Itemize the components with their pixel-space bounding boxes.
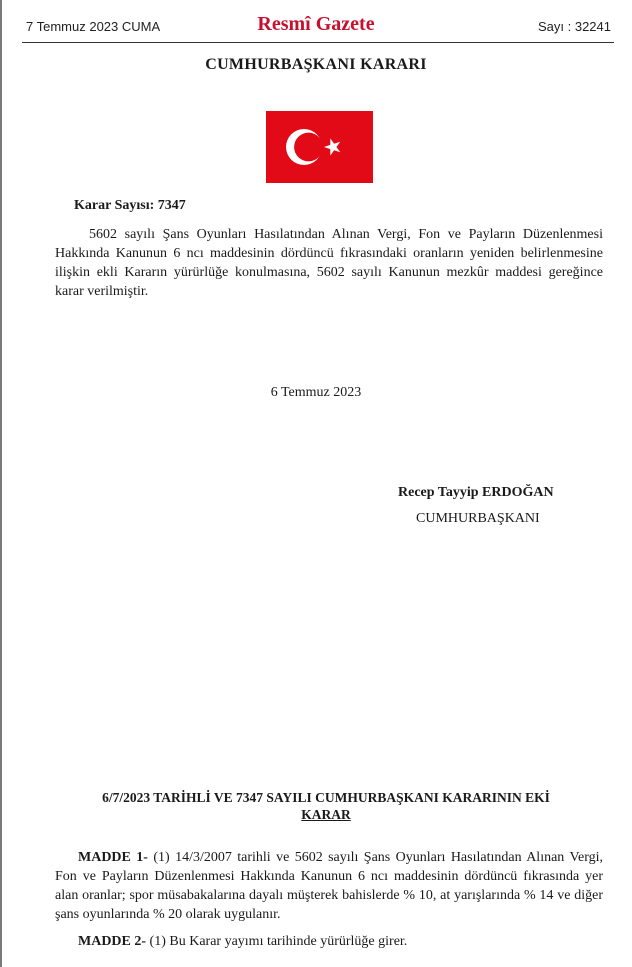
article-1-text: (1) 14/3/2007 tarihli ve 5602 sayılı Şans Oyunları Hasılatından Alınan Vergi, Fon ve Payların Düzenlenmesi Hakkında Kanunun 6 ncı maddesinin dördüncü fıkrasında yer alan oranlar; spor müsabakalarına dayalı müşterek bahislerde % 10, at yarışlarında % 14 ve diğer şans oyunlarında % 20 olarak uygulanır. [55, 850, 604, 922]
turkish-flag-image [266, 111, 373, 183]
signature-date: 6 Temmuz 2023 [270, 385, 362, 400]
header-divider [22, 42, 614, 43]
annex-title-line: 6/7/2023 TARİHLİ VE 7347 SAYILI CUMHURBAŞKANI KARARININ EKİ [102, 790, 550, 805]
signer-name: Recep Tayyip ERDOĞAN [398, 485, 554, 500]
article-2-text: (1) Bu Karar yayımı tarihinde yürürlüğe girer. [149, 934, 408, 949]
preamble-paragraph [55, 225, 603, 301]
article-1 [55, 848, 603, 924]
crescent-star-icon [266, 111, 373, 183]
article-2-label: MADDE 2- [78, 934, 147, 949]
page-left-border [0, 0, 2, 967]
preamble-text: 5602 sayılı Şans Oyunları Hasılatından Alınan Vergi, Fon ve Payların Düzenlenmesi Hakkında Kanunun 6 ncı maddesinin dördüncü fıkrasındaki oranların yeniden belirlenmesine ilişkin ekli Kararın yürürlüğe konulmasına, 5602 sayılı Kanunun mezkûr maddesi gereğince karar verilmiştir. [55, 227, 603, 299]
article-1-label: MADDE 1- [78, 850, 148, 865]
decision-number: Karar Sayısı: 7347 [74, 198, 186, 213]
annex-title-karar: KARAR [301, 807, 351, 822]
gazette-name: Resmî Gazete [257, 13, 375, 35]
header-date: 7 Temmuz 2023 CUMA [26, 19, 161, 34]
annex-title [20, 789, 632, 823]
gazette-header [0, 0, 632, 44]
issue-number: Sayı : 32241 [538, 19, 611, 34]
document-title: CUMHURBAŞKANI KARARI [205, 56, 427, 73]
signer-title: CUMHURBAŞKANI [416, 511, 540, 526]
article-2 [55, 932, 603, 951]
